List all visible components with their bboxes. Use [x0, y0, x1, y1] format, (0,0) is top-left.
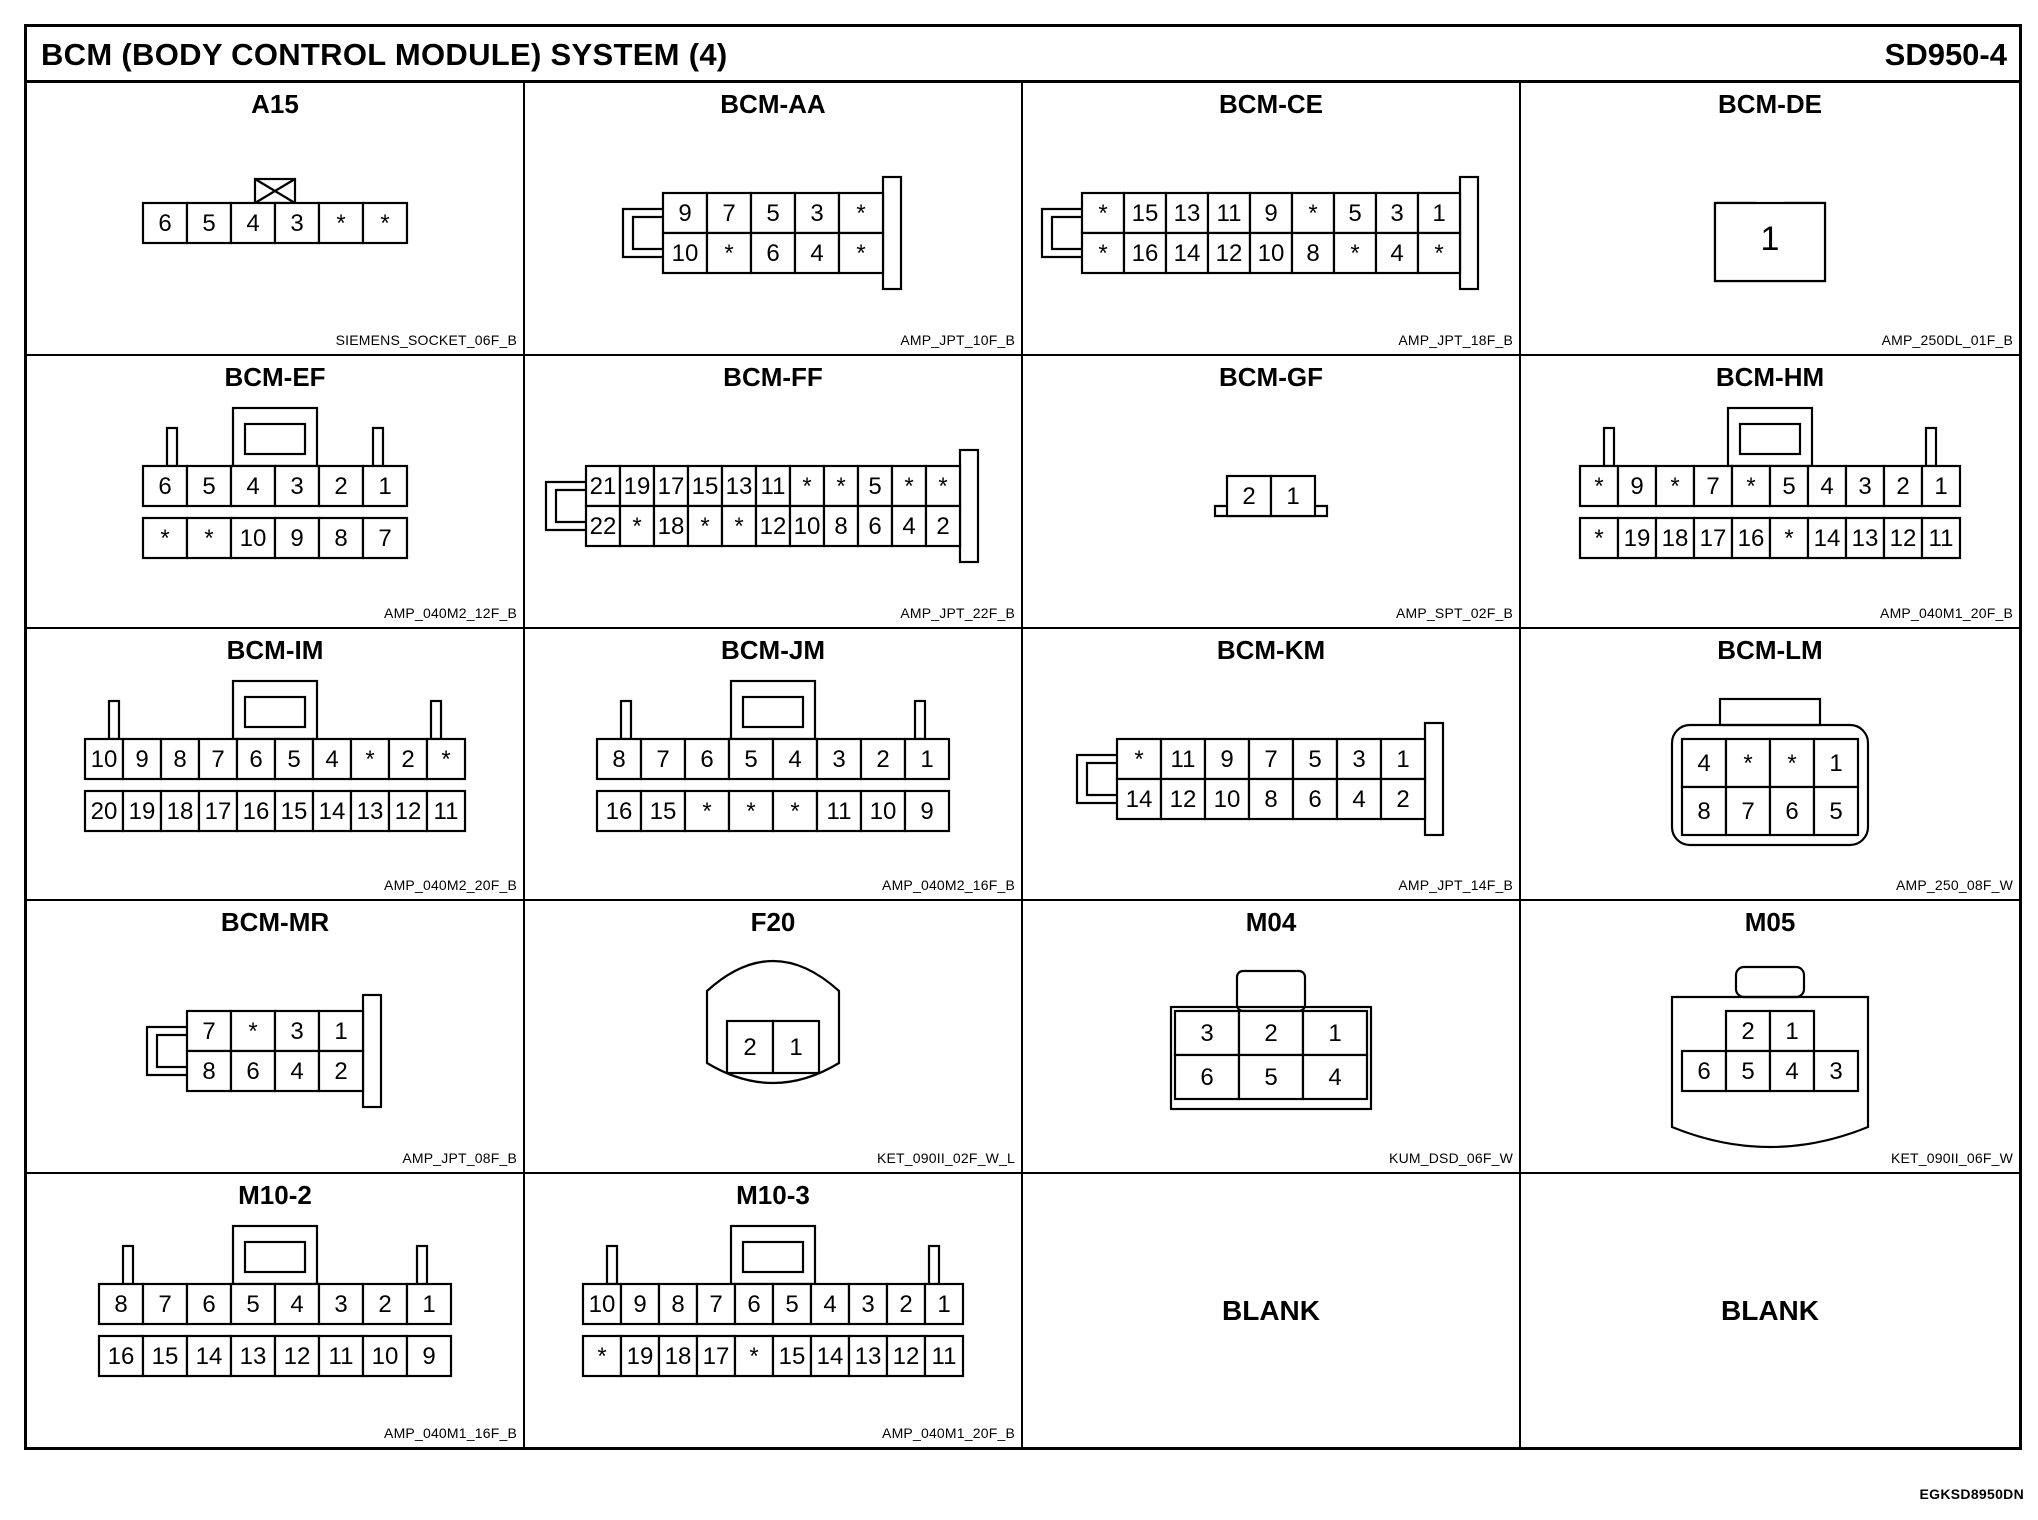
blank-label: BLANK — [1222, 1294, 1320, 1326]
pin-label: 2 — [1896, 472, 1910, 500]
pin-label: * — [1743, 749, 1753, 777]
connector-figure — [27, 669, 523, 869]
pin-label: 5 — [1264, 1064, 1278, 1092]
pin-label: * — [1594, 524, 1604, 552]
pin-label: 2 — [936, 512, 950, 540]
side-latch — [1042, 209, 1082, 257]
connector-figure — [525, 669, 1021, 869]
pin-label: 1 — [1396, 745, 1410, 773]
pin-label: 6 — [747, 1291, 761, 1319]
pin-label: * — [1594, 472, 1604, 500]
connector-figure — [27, 1214, 523, 1414]
pin-label: 2 — [1264, 1020, 1278, 1048]
pin-label: 2 — [378, 1291, 392, 1319]
pin-label: 7 — [656, 745, 670, 773]
pin-label: 1 — [937, 1291, 951, 1319]
pin-label: 22 — [589, 512, 617, 540]
connector-figure — [1023, 396, 1519, 596]
pin-label: 16 — [107, 1343, 135, 1371]
pin-label: * — [1746, 472, 1756, 500]
pin-label: 12 — [892, 1343, 920, 1371]
pin-label: 11 — [826, 797, 852, 825]
pin-label: 2 — [1396, 785, 1410, 813]
pin-label: 10 — [90, 745, 118, 773]
pin-label: 15 — [280, 797, 308, 825]
pin-label: 8 — [1264, 785, 1278, 813]
connector-type: AMP_040M2_20F_B — [384, 877, 517, 894]
pin-label: 1 — [1829, 749, 1843, 777]
pin-label: 2 — [1242, 482, 1256, 510]
pin-label: 4 — [325, 745, 339, 773]
pin-label: 18 — [657, 512, 685, 540]
connector-type: AMP_040M2_16F_B — [882, 877, 1015, 894]
pin-label: 5 — [868, 472, 882, 500]
connector-figure — [1023, 123, 1519, 323]
pin-label: 13 — [1173, 200, 1201, 227]
pin-label: 1 — [789, 1034, 803, 1062]
pin-label: 4 — [246, 210, 260, 237]
connector-type: KET_090II_02F_W_L — [876, 1150, 1015, 1167]
pin-label: 7 — [1706, 472, 1720, 500]
pin-label: 6 — [1200, 1064, 1214, 1092]
pin-label: 5 — [202, 210, 216, 237]
blank-cell — [1521, 1174, 2019, 1447]
pin-label: 19 — [128, 797, 156, 825]
pin-label: 3 — [861, 1291, 875, 1319]
connector-type: AMP_040M1_20F_B — [882, 1424, 1015, 1441]
pin-label: * — [746, 797, 756, 825]
connector-cell — [27, 1174, 525, 1447]
pin-label: 10 — [793, 512, 821, 540]
connector-name: M05 — [1744, 907, 1796, 938]
pin-label: 6 — [1697, 1058, 1711, 1086]
page-title: BCM (BODY CONTROL MODULE) SYSTEM (4) — [41, 37, 728, 72]
pin-label: 8 — [202, 1058, 216, 1086]
pin-label: 3 — [1829, 1058, 1843, 1086]
side-latch — [546, 482, 586, 530]
pin-label: 3 — [832, 745, 846, 773]
pin-label: 16 — [1131, 240, 1159, 267]
pin-label: * — [248, 1018, 258, 1046]
pin-label: 11 — [1216, 200, 1242, 227]
connector-cell — [27, 629, 525, 902]
connector-figure — [1521, 669, 2019, 869]
connector-figure — [27, 396, 523, 596]
pin-label: 4 — [290, 1291, 304, 1319]
connector-cell — [525, 356, 1023, 629]
connector-name: BCM-GF — [1219, 361, 1323, 392]
pin-label: 18 — [1661, 524, 1689, 552]
pin-label: * — [749, 1343, 759, 1371]
pin-label: 1 — [920, 745, 934, 773]
pin-label: 15 — [778, 1343, 806, 1371]
pin-label: * — [1784, 524, 1794, 552]
page-code: SD950-4 — [1884, 37, 2007, 72]
pin-label: 9 — [290, 524, 304, 552]
pin-label: 3 — [1200, 1020, 1214, 1048]
pin-label: 6 — [249, 745, 263, 773]
pin-label: 9 — [1220, 745, 1234, 773]
pin-label: 6 — [202, 1291, 216, 1319]
pin-label: 8 — [173, 745, 187, 773]
connector-name: M10-2 — [238, 1180, 312, 1211]
pin-label: 9 — [920, 797, 934, 825]
pin-label: 7 — [378, 524, 392, 552]
connector-cell — [1521, 901, 2019, 1174]
pin-label: 7 — [211, 745, 225, 773]
pin-label: 6 — [158, 472, 172, 500]
pin-label: 21 — [589, 472, 617, 500]
pin-label: * — [336, 210, 346, 237]
connector-type: KUM_DSD_06F_W — [1389, 1150, 1513, 1167]
pin-label: 4 — [823, 1291, 837, 1319]
blank-label: BLANK — [1721, 1294, 1819, 1326]
connector-type: AMP_JPT_14F_B — [1398, 877, 1513, 894]
pin-label: 1 — [1760, 220, 1780, 258]
pin-label: * — [724, 240, 734, 267]
pin-label: 6 — [766, 240, 780, 267]
connector-figure — [1023, 669, 1519, 869]
pin-label: 1 — [422, 1291, 436, 1319]
pin-label: * — [856, 240, 866, 267]
pin-label: 2 — [743, 1034, 757, 1062]
connector-type: SIEMENS_SOCKET_06F_B — [335, 331, 517, 348]
pin-label: * — [1134, 745, 1144, 773]
pin-label: 5 — [766, 200, 780, 227]
pin-label: 17 — [657, 472, 685, 500]
pin-label: 17 — [702, 1343, 730, 1371]
connector-figure — [1521, 123, 2019, 323]
pin-label: * — [700, 512, 710, 540]
pin-label: 4 — [290, 1058, 304, 1086]
connector-type: AMP_040M1_16F_B — [384, 1424, 517, 1441]
pin-label: 16 — [242, 797, 270, 825]
pin-label: 12 — [1215, 240, 1243, 267]
pin-label: 1 — [1934, 472, 1948, 500]
pin-label: 3 — [1390, 200, 1404, 227]
pin-label: 1 — [1432, 200, 1446, 227]
connector-figure — [1521, 941, 2019, 1141]
pin-label: 9 — [633, 1291, 647, 1319]
pin-label: 13 — [1851, 524, 1879, 552]
connector-cell — [27, 356, 525, 629]
connector-figure — [1023, 941, 1519, 1141]
pin-label: 3 — [290, 210, 304, 237]
connector-figure — [525, 1214, 1021, 1414]
pin-label: * — [836, 472, 846, 500]
pin-label: 10 — [239, 524, 267, 552]
pin-label: 14 — [1125, 785, 1153, 813]
connector-figure — [27, 123, 523, 323]
pin-label: 19 — [626, 1343, 654, 1371]
connector-name: BCM-FF — [723, 361, 823, 392]
pin-label: 5 — [246, 1291, 260, 1319]
connector-name: M04 — [1245, 907, 1297, 938]
pin-label: 19 — [1623, 524, 1651, 552]
pin-label: 10 — [869, 797, 897, 825]
pin-label: 4 — [1328, 1064, 1342, 1092]
pin-label: 8 — [334, 524, 348, 552]
blank-cell — [1023, 1174, 1521, 1447]
pin-label: 14 — [1173, 240, 1201, 267]
connector-name: A15 — [251, 89, 299, 119]
diagram-sheet — [24, 24, 2022, 1450]
connector-name: BCM-DE — [1718, 89, 1822, 119]
pin-label: 6 — [700, 745, 714, 773]
connector-name: BCM-IM — [226, 634, 324, 665]
pin-label: 3 — [1352, 745, 1366, 773]
connector-cell — [1023, 901, 1521, 1174]
pin-label: 5 — [1829, 797, 1843, 825]
pin-label: 4 — [788, 745, 802, 773]
pin-label: * — [1308, 200, 1318, 227]
connector-figure — [1521, 396, 2019, 596]
connector-type: KET_090II_06F_W — [1890, 1150, 2013, 1167]
connector-type: AMP_JPT_08F_B — [402, 1150, 517, 1167]
pin-label: 5 — [785, 1291, 799, 1319]
pin-label: 3 — [290, 1018, 304, 1046]
pin-label: 4 — [1352, 785, 1366, 813]
connector-type: AMP_JPT_18F_B — [1398, 331, 1513, 348]
pin-label: 16 — [1737, 524, 1765, 552]
pin-label: 8 — [834, 512, 848, 540]
connector-cell — [1023, 356, 1521, 629]
pin-label: 14 — [195, 1343, 223, 1371]
connector-name: F20 — [750, 907, 796, 938]
connector-cell — [27, 901, 525, 1174]
pin-label: 6 — [1308, 785, 1322, 813]
pin-label: 11 — [1170, 745, 1196, 773]
pin-label: 2 — [899, 1291, 913, 1319]
pin-label: * — [856, 200, 866, 227]
pin-label: 1 — [378, 472, 392, 500]
connector-type: AMP_SPT_02F_B — [1396, 604, 1513, 621]
connector-cell — [525, 1174, 1023, 1447]
pin-label: * — [597, 1343, 607, 1371]
connector-name: BCM-HM — [1715, 361, 1825, 392]
pin-label: * — [632, 512, 642, 540]
pin-label: 7 — [202, 1018, 216, 1046]
pin-label: 9 — [422, 1343, 436, 1371]
connector-type: AMP_250DL_01F_B — [1881, 331, 2013, 348]
pin-label: * — [1098, 240, 1108, 267]
pin-label: 4 — [1785, 1058, 1799, 1086]
connector-cell — [1521, 356, 2019, 629]
pin-label: 10 — [1213, 785, 1241, 813]
pin-label: 7 — [1741, 797, 1755, 825]
pin-label: 14 — [318, 797, 346, 825]
pin-label: 15 — [649, 797, 677, 825]
pin-label: 15 — [691, 472, 719, 500]
pin-label: 3 — [290, 472, 304, 500]
pin-label: 13 — [239, 1343, 267, 1371]
pin-label: * — [1350, 240, 1360, 267]
pin-label: 5 — [1741, 1058, 1755, 1086]
pin-label: 4 — [246, 472, 260, 500]
side-latch — [1077, 755, 1117, 803]
pin-label: 9 — [1630, 472, 1644, 500]
pin-label: 9 — [135, 745, 149, 773]
pin-label: 8 — [114, 1291, 128, 1319]
pin-label: 5 — [202, 472, 216, 500]
connector-name: BCM-EF — [224, 361, 326, 392]
pin-label: 7 — [158, 1291, 172, 1319]
pin-label: 7 — [709, 1291, 723, 1319]
connector-cell — [1521, 629, 2019, 902]
connector-type: AMP_040M1_20F_B — [1880, 604, 2013, 621]
pin-label: 11 — [328, 1343, 354, 1371]
pin-label: 4 — [1820, 472, 1834, 500]
connector-name: BCM-MR — [220, 907, 330, 938]
pin-label: 5 — [744, 745, 758, 773]
pin-label: * — [904, 472, 914, 500]
connector-figure — [27, 941, 523, 1141]
pin-label: 2 — [401, 745, 415, 773]
connector-type: AMP_250_08F_W — [1896, 877, 2013, 894]
pin-label: 13 — [356, 797, 384, 825]
pin-label: * — [204, 524, 214, 552]
pin-label: 18 — [166, 797, 194, 825]
pin-label: 13 — [854, 1343, 882, 1371]
pin-label: 9 — [1264, 200, 1278, 227]
pin-label: * — [160, 524, 170, 552]
pin-label: 15 — [1131, 200, 1159, 227]
pin-label: * — [938, 472, 948, 500]
pin-label: * — [1434, 240, 1444, 267]
pin-label: 6 — [1785, 797, 1799, 825]
pin-label: * — [802, 472, 812, 500]
connector-name: BCM-LM — [1717, 634, 1823, 665]
pin-label: 11 — [760, 472, 786, 500]
pin-label: 20 — [90, 797, 118, 825]
pin-label: 12 — [283, 1343, 311, 1371]
pin-label: 5 — [1308, 745, 1322, 773]
pin-label: 4 — [1697, 749, 1711, 777]
pin-label: 7 — [722, 200, 736, 227]
pin-label: 3 — [334, 1291, 348, 1319]
pin-label: 17 — [204, 797, 232, 825]
pin-label: * — [1098, 200, 1108, 227]
side-latch — [623, 209, 663, 257]
pin-label: 18 — [664, 1343, 692, 1371]
pin-label: 15 — [151, 1343, 179, 1371]
pin-label: * — [734, 512, 744, 540]
connector-cell — [525, 629, 1023, 902]
pin-label: 1 — [1785, 1018, 1799, 1046]
connector-cell — [525, 901, 1023, 1174]
pin-label: 1 — [1286, 482, 1300, 510]
pin-label: 2 — [334, 472, 348, 500]
connector-figure — [525, 396, 1021, 596]
pin-label: 10 — [371, 1343, 399, 1371]
pin-label: 6 — [246, 1058, 260, 1086]
pin-label: 8 — [1306, 240, 1320, 267]
pin-label: * — [441, 745, 451, 773]
pin-label: 13 — [725, 472, 753, 500]
pin-label: 5 — [287, 745, 301, 773]
pin-label: 2 — [1741, 1018, 1755, 1046]
pin-label: 14 — [1813, 524, 1841, 552]
connector-name: BCM-AA — [720, 89, 826, 119]
connector-name: BCM-KM — [1216, 634, 1326, 665]
pin-label: 2 — [334, 1058, 348, 1086]
pin-label: 12 — [394, 797, 422, 825]
pin-label: 12 — [1889, 524, 1917, 552]
connector-name: BCM-JM — [721, 634, 825, 665]
connector-cell — [1023, 83, 1521, 356]
pin-label: 11 — [433, 797, 459, 825]
pin-label: 8 — [612, 745, 626, 773]
pin-label: 10 — [588, 1291, 616, 1319]
pin-label: 9 — [678, 200, 692, 227]
pin-label: 12 — [1169, 785, 1197, 813]
pin-label: 11 — [1928, 524, 1954, 552]
connector-cell — [1521, 83, 2019, 356]
connector-cell — [1023, 629, 1521, 902]
pin-label: 1 — [1328, 1020, 1342, 1048]
connector-figure — [525, 941, 1021, 1141]
connector-figure — [525, 123, 1021, 323]
pin-label: 10 — [1257, 240, 1285, 267]
pin-label: 5 — [1782, 472, 1796, 500]
pin-label: 6 — [158, 210, 172, 237]
pin-label: 8 — [1697, 797, 1711, 825]
connector-name: M10-3 — [736, 1180, 810, 1211]
pin-label: 8 — [671, 1291, 685, 1319]
pin-label: 6 — [868, 512, 882, 540]
pin-label: 12 — [759, 512, 787, 540]
pin-label: 2 — [876, 745, 890, 773]
pin-label: 19 — [623, 472, 651, 500]
connector-grid — [27, 83, 2019, 1447]
pin-label: 3 — [810, 200, 824, 227]
pin-label: 16 — [605, 797, 633, 825]
connector-type: AMP_040M2_12F_B — [384, 604, 517, 621]
pin-label: * — [1787, 749, 1797, 777]
pin-label: * — [790, 797, 800, 825]
pin-label: 4 — [902, 512, 916, 540]
pin-label: 1 — [334, 1018, 348, 1046]
side-latch — [147, 1027, 187, 1075]
connector-cell — [27, 83, 525, 356]
pin-label: 14 — [816, 1343, 844, 1371]
pin-label: 10 — [671, 240, 699, 267]
connector-name: BCM-CE — [1219, 89, 1323, 119]
pin-label: 7 — [1264, 745, 1278, 773]
drawing-id: EGKSD8950DN — [1919, 1486, 2024, 1502]
pin-label: 5 — [1348, 200, 1362, 227]
connector-cell — [525, 83, 1023, 356]
pin-label: 4 — [810, 240, 824, 267]
pin-label: * — [380, 210, 390, 237]
connector-type: AMP_JPT_22F_B — [900, 604, 1015, 621]
pin-label: 11 — [931, 1343, 957, 1371]
pin-label: 3 — [1858, 472, 1872, 500]
pin-label: 17 — [1699, 524, 1727, 552]
connector-type: AMP_JPT_10F_B — [900, 331, 1015, 348]
pin-label: * — [1670, 472, 1680, 500]
header — [27, 27, 2019, 83]
pin-label: * — [702, 797, 712, 825]
pin-label: * — [365, 745, 375, 773]
pin-label: 4 — [1390, 240, 1404, 267]
